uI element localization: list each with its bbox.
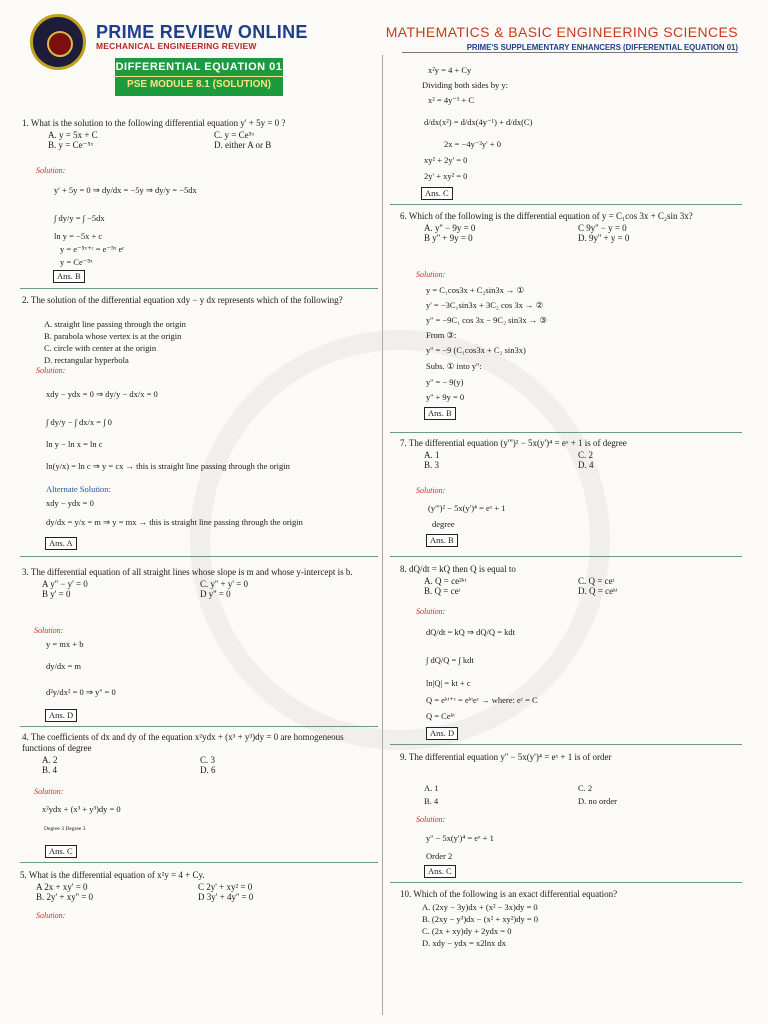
question-stem: 10. Which of the following is an exact differential equation? — [400, 889, 618, 899]
solution-label: Solution: — [36, 366, 66, 375]
alternate-label: Alternate Solution: — [46, 484, 111, 494]
option: C. Q = ceᵗ — [578, 576, 615, 586]
work-line: 2x = −4y⁻²y' + 0 — [444, 139, 501, 149]
option: A. straight line passing through the origin — [44, 319, 186, 329]
work-line: Q = eᵏᵗ⁺ᶜ = eᵏᵗeᶜ → where: eᶜ = C — [426, 695, 538, 705]
separator — [390, 432, 742, 433]
question-1 — [22, 118, 372, 151]
brand-title: PRIME REVIEW ONLINE — [96, 22, 308, 42]
work-line: ln y = −5x + c — [54, 231, 103, 241]
topic-banner — [115, 58, 283, 96]
answer-box: Ans. B — [426, 534, 458, 547]
question-stem: 1. What is the solution to the following differential equation y' + 5y = 0 ? — [22, 118, 286, 128]
option: D. 4 — [578, 460, 594, 470]
work-line: y = mx + b — [46, 639, 84, 649]
solution-label: Solution: — [36, 166, 66, 175]
work-line: xdy − ydx = 0 ⇒ dy/y − dx/x = 0 — [46, 389, 158, 399]
option: D. xdy − ydx = x2lnx dx — [422, 938, 506, 948]
option: C 2y' + xy² = 0 — [198, 882, 253, 892]
options — [22, 754, 372, 776]
option: B. 4 — [424, 796, 439, 806]
work-line: ln y − ln x = ln c — [46, 439, 103, 449]
header — [0, 0, 768, 100]
option: D. rectangular hyperbola — [44, 355, 129, 365]
option: A. 1 — [424, 450, 440, 460]
header-rule — [402, 52, 738, 53]
question-10 — [400, 889, 744, 900]
logo — [30, 14, 86, 70]
work-line: y'' = − 9(y) — [426, 377, 464, 387]
option: B. (2xy − y³)dx − (x² + xy²)dy = 0 — [422, 914, 539, 924]
options — [400, 222, 744, 244]
question-stem: 9. The differential equation y'' − 5x(y')⁴ = eˣ + 1 is of order — [400, 752, 612, 762]
option: D. either A or B — [214, 140, 272, 150]
option: B. 4 — [42, 765, 58, 775]
question-9 — [400, 752, 744, 763]
option: D y'' = 0 — [200, 589, 231, 599]
answer-box: Ans. B — [53, 270, 85, 283]
work-line: ∫ dy/y = ∫ −5dx — [54, 213, 105, 223]
answer-box: Ans. C — [45, 845, 77, 858]
option: A. y = 5x + C — [48, 130, 98, 140]
question-6 — [400, 211, 744, 244]
work-line: xdy − ydx = 0 — [46, 498, 94, 508]
option: B. y = Ce⁻⁵ˣ — [48, 140, 94, 150]
work-line: ln(y/x) = ln c ⇒ y = cx → this is straight line passing through the origin — [46, 461, 290, 471]
solution-label: Solution: — [416, 815, 446, 824]
question-5 — [20, 870, 372, 903]
solution-label: Solution: — [34, 626, 64, 635]
separator — [20, 288, 378, 289]
option: C 9y'' − y = 0 — [578, 223, 627, 233]
brand-subtitle: MECHANICAL ENGINEERING REVIEW — [96, 41, 257, 51]
option: A. Q = ce²ᵏᵗ — [424, 576, 467, 586]
work-line: dy/dx = y/x = m ⇒ y = mx → this is straight line passing through the origin — [46, 517, 303, 527]
column-divider — [382, 55, 383, 1015]
question-7 — [400, 438, 744, 471]
work-line: y'' = −9 (C₁cos3x + C₂ sin3x) — [426, 345, 526, 355]
question-stem: 4. The coefficients of dx and dy of the equation x²ydx + (x³ + y³)dy = 0 are homogeneous functions of degree — [22, 732, 344, 753]
work-line: d/dx(x²) = d/dx(4y⁻¹) + d/dx(C) — [424, 117, 533, 127]
options — [20, 881, 372, 903]
option: A. 2 — [42, 755, 58, 765]
solution-label: Solution: — [34, 787, 64, 796]
work-line: y'' = −9C₁ cos 3x − 9C₂ sin3x → ③ — [426, 315, 547, 325]
question-4 — [22, 732, 372, 776]
work-line: y' = −3C₁sin3x + 3C₂ cos 3x → ② — [426, 300, 544, 310]
options — [22, 578, 372, 600]
answer-box: Ans. B — [424, 407, 456, 420]
topic-line2: PSE MODULE 8.1 (SOLUTION) — [115, 76, 283, 90]
work-line: xy² + 2y' = 0 — [424, 155, 468, 165]
work-line: y = Ce⁻⁵ˣ — [60, 257, 93, 267]
work-line: degree — [432, 519, 455, 529]
solution-label: Solution: — [36, 911, 66, 920]
separator — [390, 882, 742, 883]
subject-title: MATHEMATICS & BASIC ENGINEERING SCIENCES — [385, 24, 738, 40]
question-stem: 7. The differential equation (y''')² − 5x(y')⁴ = eˣ + 1 is of degree — [400, 438, 627, 448]
answer-box: Ans. C — [421, 187, 453, 200]
option: D. Q = ceᵏᵗ — [578, 586, 618, 596]
answer-box: Ans. A — [45, 537, 77, 550]
question-stem: 5. What is the differential equation of x²y = 4 + Cy. — [20, 870, 205, 880]
topic-line1: DIFFERENTIAL EQUATION 01 — [115, 61, 283, 73]
separator — [390, 204, 742, 205]
option: D. 9y'' + y = 0 — [578, 233, 630, 243]
separator — [20, 556, 378, 557]
work-line: y' + 5y = 0 ⇒ dy/dx = −5y ⇒ dy/y = −5dx — [54, 185, 197, 195]
work-line: dQ/dt = kQ ⇒ dQ/Q = kdt — [426, 627, 515, 637]
option: A y'' − y' = 0 — [42, 579, 88, 589]
question-2 — [22, 295, 372, 306]
work-line: x²ydx + (x³ + y³)dy = 0 — [42, 804, 121, 814]
option: C. circle with center at the origin — [44, 343, 157, 353]
answer-box: Ans. D — [426, 727, 458, 740]
option: D. no order — [578, 796, 617, 806]
option: A. 1 — [424, 783, 439, 793]
question-stem: 8. dQ/dt = kQ then Q is equal to — [400, 564, 516, 574]
work-line: Order 2 — [426, 851, 453, 861]
option: C. y'' + y' = 0 — [200, 579, 249, 589]
work-line: y'' − 5x(y')⁴ = eˣ + 1 — [426, 833, 494, 843]
separator — [390, 556, 742, 557]
work-line: Dividing both sides by y: — [422, 80, 508, 90]
solution-label: Solution: — [416, 270, 446, 279]
work-line: Subs. ① into y'': — [426, 361, 482, 371]
work-line: (y''')² − 5x(y')⁴ = eˣ + 1 — [428, 503, 506, 513]
question-stem: 2. The solution of the differential equation xdy − y dx represents which of the following? — [22, 295, 343, 305]
work-line: y = C₁cos3x + C₂sin3x → ① — [426, 285, 525, 295]
option: D. 6 — [200, 765, 216, 775]
option: B y' = 0 — [42, 589, 71, 599]
option: B y'' + 9y = 0 — [424, 233, 473, 243]
option: C. 2 — [578, 783, 593, 793]
work-line: 2y' + xy² = 0 — [424, 171, 468, 181]
work-line: x²y = 4 + Cy — [428, 65, 472, 75]
option: C. 2 — [578, 450, 594, 460]
separator — [20, 726, 378, 727]
question-3 — [22, 567, 372, 600]
option: A. y'' − 9y = 0 — [424, 223, 476, 233]
work-line: y = e⁻⁵ˣ⁺ᶜ = e⁻⁵ˣ eᶜ — [60, 244, 125, 254]
answer-box: Ans. C — [424, 865, 456, 878]
work-line: y'' + 9y = 0 — [426, 392, 465, 402]
watermark — [190, 330, 610, 750]
options — [22, 129, 372, 151]
work-line: Q = Ceᵏᵗ — [426, 711, 455, 721]
question-8 — [400, 564, 744, 597]
work-line: ln|Q| = kt + c — [426, 678, 471, 688]
work-line: dy/dx = m — [46, 661, 82, 671]
option: B. parabola whose vertex is at the origin — [44, 331, 182, 341]
work-line: From ③: — [426, 330, 457, 340]
work-line: x² = 4y⁻¹ + C — [428, 95, 475, 105]
answer-box: Ans. D — [45, 709, 77, 722]
option: C. y = Ce⁵ˣ — [214, 130, 255, 140]
work-line: ∫ dQ/Q = ∫ kdt — [426, 655, 474, 665]
option: B. 2y' + xy'' = 0 — [36, 892, 94, 902]
work-line: d²y/dx² = 0 ⇒ y'' = 0 — [46, 687, 116, 697]
subject-subtitle: PRIME'S SUPPLEMENTARY ENHANCERS (DIFFERENTIAL EQUATION 01) — [466, 43, 738, 52]
option: A. (2xy − 3y)dx + (x² − 3x)dy = 0 — [422, 902, 538, 912]
question-stem: 6. Which of the following is the differential equation of y = C₁cos 3x + C₂sin 3x? — [400, 211, 693, 221]
question-stem: 3. The differential equation of all straight lines whose slope is m and whose y-intercept is b. — [22, 567, 353, 577]
options — [400, 575, 744, 597]
option: A 2x + xy' = 0 — [36, 882, 88, 892]
option: D 3y' + 4y'' = 0 — [198, 892, 254, 902]
work-line: ∫ dy/y − ∫ dx/x = ∫ 0 — [46, 417, 112, 427]
work-line: Degree 3 Degree 3 — [44, 826, 86, 832]
option: C. 3 — [200, 755, 216, 765]
option: B. 3 — [424, 460, 440, 470]
options — [400, 449, 744, 471]
solution-label: Solution: — [416, 486, 446, 495]
solution-label: Solution: — [416, 607, 446, 616]
separator — [390, 744, 742, 745]
separator — [20, 862, 378, 863]
option: B. Q = ceᵗ — [424, 586, 461, 596]
option: C. (2x + xy)dy + 2ydx = 0 — [422, 926, 512, 936]
